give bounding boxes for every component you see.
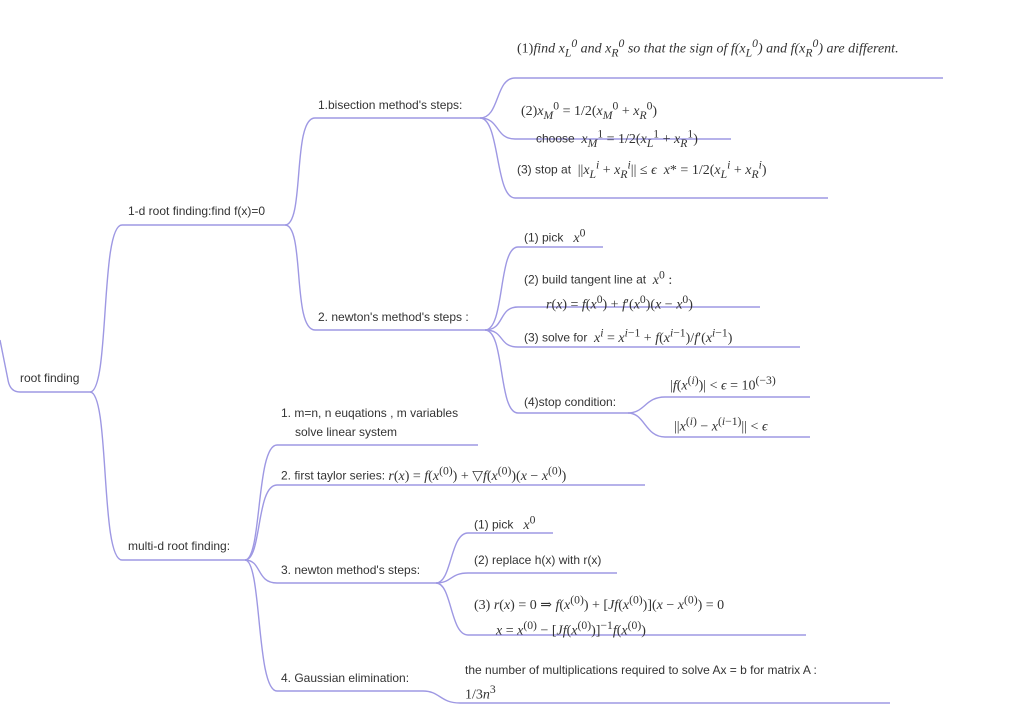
node-multi-newton-step1[interactable]: (1) pick $x^0$	[474, 513, 536, 533]
node-multi-newton-steps[interactable]: 3. newton method's steps:	[281, 563, 421, 577]
node-gaussian-elimination[interactable]: 4. Gaussian elimination:	[281, 671, 410, 685]
edge-root-1d	[90, 225, 285, 392]
node-bisection-steps[interactable]: 1.bisection method's steps:	[318, 98, 463, 112]
node-newton-step3[interactable]: (3) solve for $x^i = x^{i-1} + f(x^{i-1})/f'(x^{i-1})$	[524, 326, 733, 346]
edge-multid-item2	[245, 485, 645, 560]
edge-mnewton-step2	[436, 573, 617, 583]
node-taylor-series[interactable]: 2. first taylor series: $r(x) = f(x^{(0)})$ + $▽f(x^{(0)})(x - x^{(0)})$	[281, 464, 567, 484]
node-multi-newton-step2[interactable]: (2) replace h(x) with r(x)	[474, 553, 602, 567]
node-stop-cond1[interactable]: $|f(x^{(i)})| < \epsilon = 10^{(-3)}$	[670, 374, 776, 394]
edge-root-multid	[90, 392, 245, 560]
node-multi-d-root-finding[interactable]: multi-d root finding:	[128, 539, 231, 553]
node-bisection-step1[interactable]: (1)find $x_L^0$ and $x_R^0$ so that the sign of $f(x_L^0)$ and $f(x_R^0)$ are different.	[517, 37, 899, 60]
node-stop-cond2[interactable]: $||x^{(i)} - x^{(i-1)}|| < \epsilon$	[674, 415, 768, 435]
node-newton-steps[interactable]: 2. newton's method's steps :	[318, 310, 469, 324]
node-multi-newton-step3[interactable]: (3) r(x) = 0 ⇒ $f(x^{(0)}) + [Jf(x^{(0)})](x - x^{(0)}) = 0$ $x = x^{(0)} - [Jf(x^{(0)})]^{-1}f(x^{(0)})$	[474, 593, 725, 639]
node-bisection-step3[interactable]: (3) stop at $||x_L^i + x_R^i|| \le \epsilon$ $x* = 1/2(x_L^i + x_R^i)$	[517, 158, 767, 181]
node-linear-system[interactable]: 1. m=n, n euqations , m variables solve linear system	[281, 406, 459, 439]
node-1d-root-finding[interactable]: 1-d root finding:find f(x)=0	[128, 204, 266, 218]
node-gaussian-note[interactable]: the number of multiplications required to solve Ax = b for matrix A : $1/3n^3$	[465, 663, 817, 703]
edge-stop-cond1	[628, 397, 810, 413]
node-newton-step1[interactable]: (1) pick $x^0$	[524, 226, 586, 246]
node-bisection-step2[interactable]: $(2)x_M^0 = 1/2(x_M^0 + x_R^0)$ choose $x_M^1 = 1/2(x_L^1 + x_R^1)$	[521, 99, 698, 150]
node-stop-condition[interactable]: (4)stop condition:	[524, 395, 617, 409]
edge-1d-bisection	[285, 118, 480, 225]
root-node[interactable]: root finding	[20, 371, 80, 385]
node-newton-step2[interactable]: (2) build tangent line at $x^0$ : $r(x) = f(x^0) + f'(x^0)(x - x^0)$	[524, 268, 693, 313]
